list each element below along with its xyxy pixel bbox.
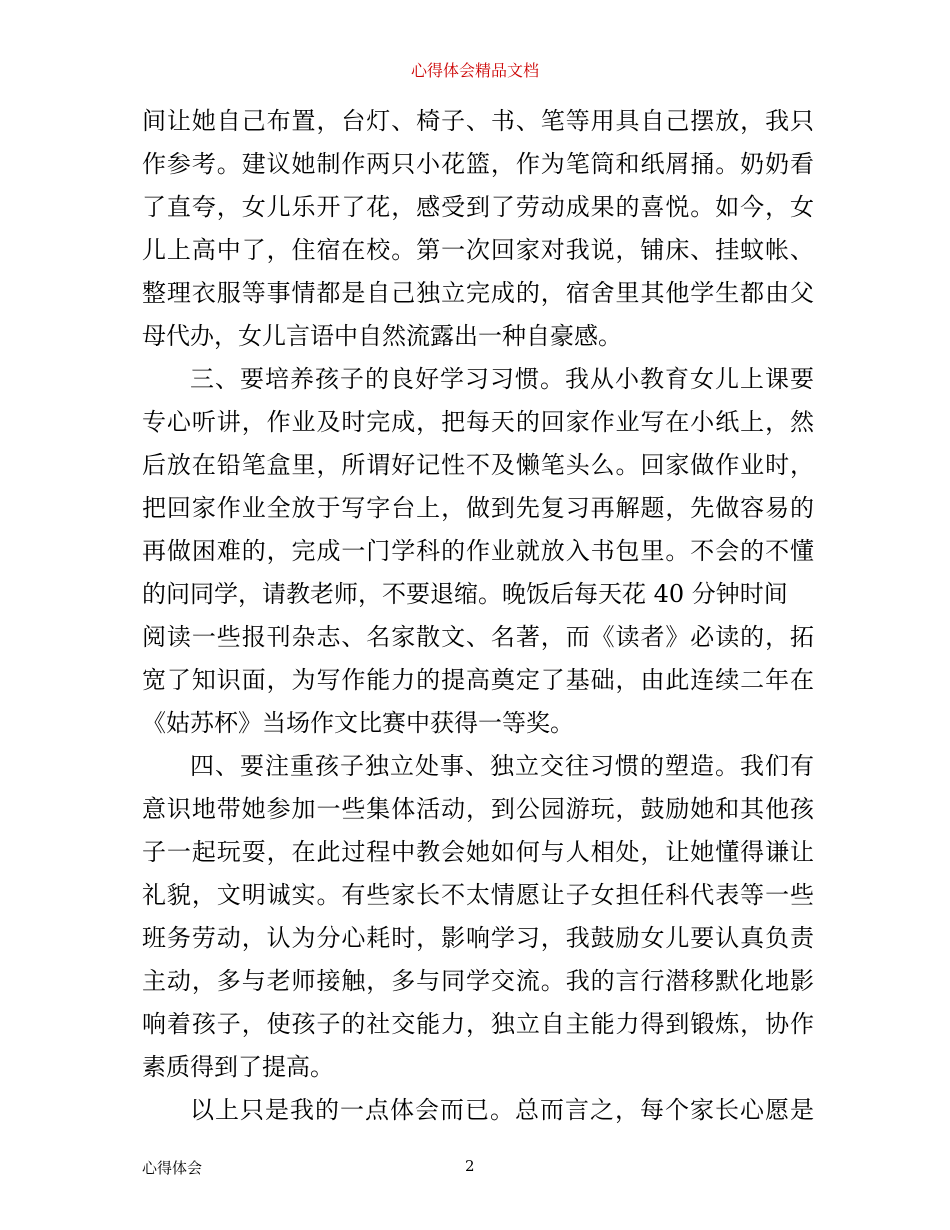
text-line: 母代办，女儿言语中自然流露出一种自豪感。 xyxy=(142,322,622,350)
text-line: 阅读一些报刊杂志、名家散文、名著，而《读者》必读的，拓 xyxy=(142,623,814,651)
text-line: 四、要注重孩子独立处事、独立交往习惯的塑造。我们有 xyxy=(190,752,814,780)
text-line: 子一起玩耍，在此过程中教会她如何与人相处，让她懂得谦让 xyxy=(142,838,814,866)
text-line: 儿上高中了，住宿在校。第一次回家对我说，铺床、挂蚊帐、 xyxy=(142,236,814,264)
text-line: 《姑苏杯》当场作文比赛中获得一等奖。 xyxy=(142,709,574,737)
text-line: 主动，多与老师接触，多与同学交流。我的言行潜移默化地影 xyxy=(142,967,814,995)
text-line: 礼貌，文明诚实。有些家长不太情愿让子女担任科代表等一些 xyxy=(142,881,814,909)
text-line: 三、要培养孩子的良好学习习惯。我从小教育女儿上课要 xyxy=(190,365,814,393)
text-line: 把回家作业全放于写字台上，做到先复习再解题，先做容易的 xyxy=(142,494,814,522)
text-line: 间让她自己布置，台灯、椅子、书、笔等用具自己摆放，我只 xyxy=(142,107,814,135)
text-line: 意识地带她参加一些集体活动，到公园游玩，鼓励她和其他孩 xyxy=(142,795,814,823)
page-number: 2 xyxy=(465,1157,475,1175)
text-line: 素质得到了提高。 xyxy=(142,1053,334,1081)
page-header-title: 心得体会精品文档 xyxy=(410,61,539,80)
text-line: 了直夸，女儿乐开了花，感受到了劳动成果的喜悦。如今，女 xyxy=(142,193,814,221)
page-footer-label: 心得体会 xyxy=(142,1159,203,1177)
text-line: 的问同学，请教老师，不要退缩。晚饭后每天花 40 分钟时间 xyxy=(142,580,788,608)
text-line: 再做困难的，完成一门学科的作业就放入书包里。不会的不懂 xyxy=(142,537,814,565)
text-line: 专心听讲，作业及时完成，把每天的回家作业写在小纸上，然 xyxy=(142,408,814,436)
document-body xyxy=(142,100,814,1132)
text-line: 宽了知识面，为写作能力的提高奠定了基础，由此连续二年在 xyxy=(142,666,814,694)
text-line: 整理衣服等事情都是自己独立完成的，宿舍里其他学生都由父 xyxy=(142,279,814,307)
text-line: 响着孩子，使孩子的社交能力，独立自主能力得到锻炼，协作 xyxy=(142,1010,814,1038)
text-line: 班务劳动，认为分心耗时，影响学习，我鼓励女儿要认真负责 xyxy=(142,924,814,952)
text-line: 后放在铅笔盒里，所谓好记性不及懒笔头么。回家做作业时， xyxy=(142,451,814,479)
text-line: 以上只是我的一点体会而已。总而言之，每个家长心愿是 xyxy=(190,1096,814,1124)
text-line: 作参考。建议她制作两只小花篮，作为笔筒和纸屑捅。奶奶看 xyxy=(142,150,814,178)
